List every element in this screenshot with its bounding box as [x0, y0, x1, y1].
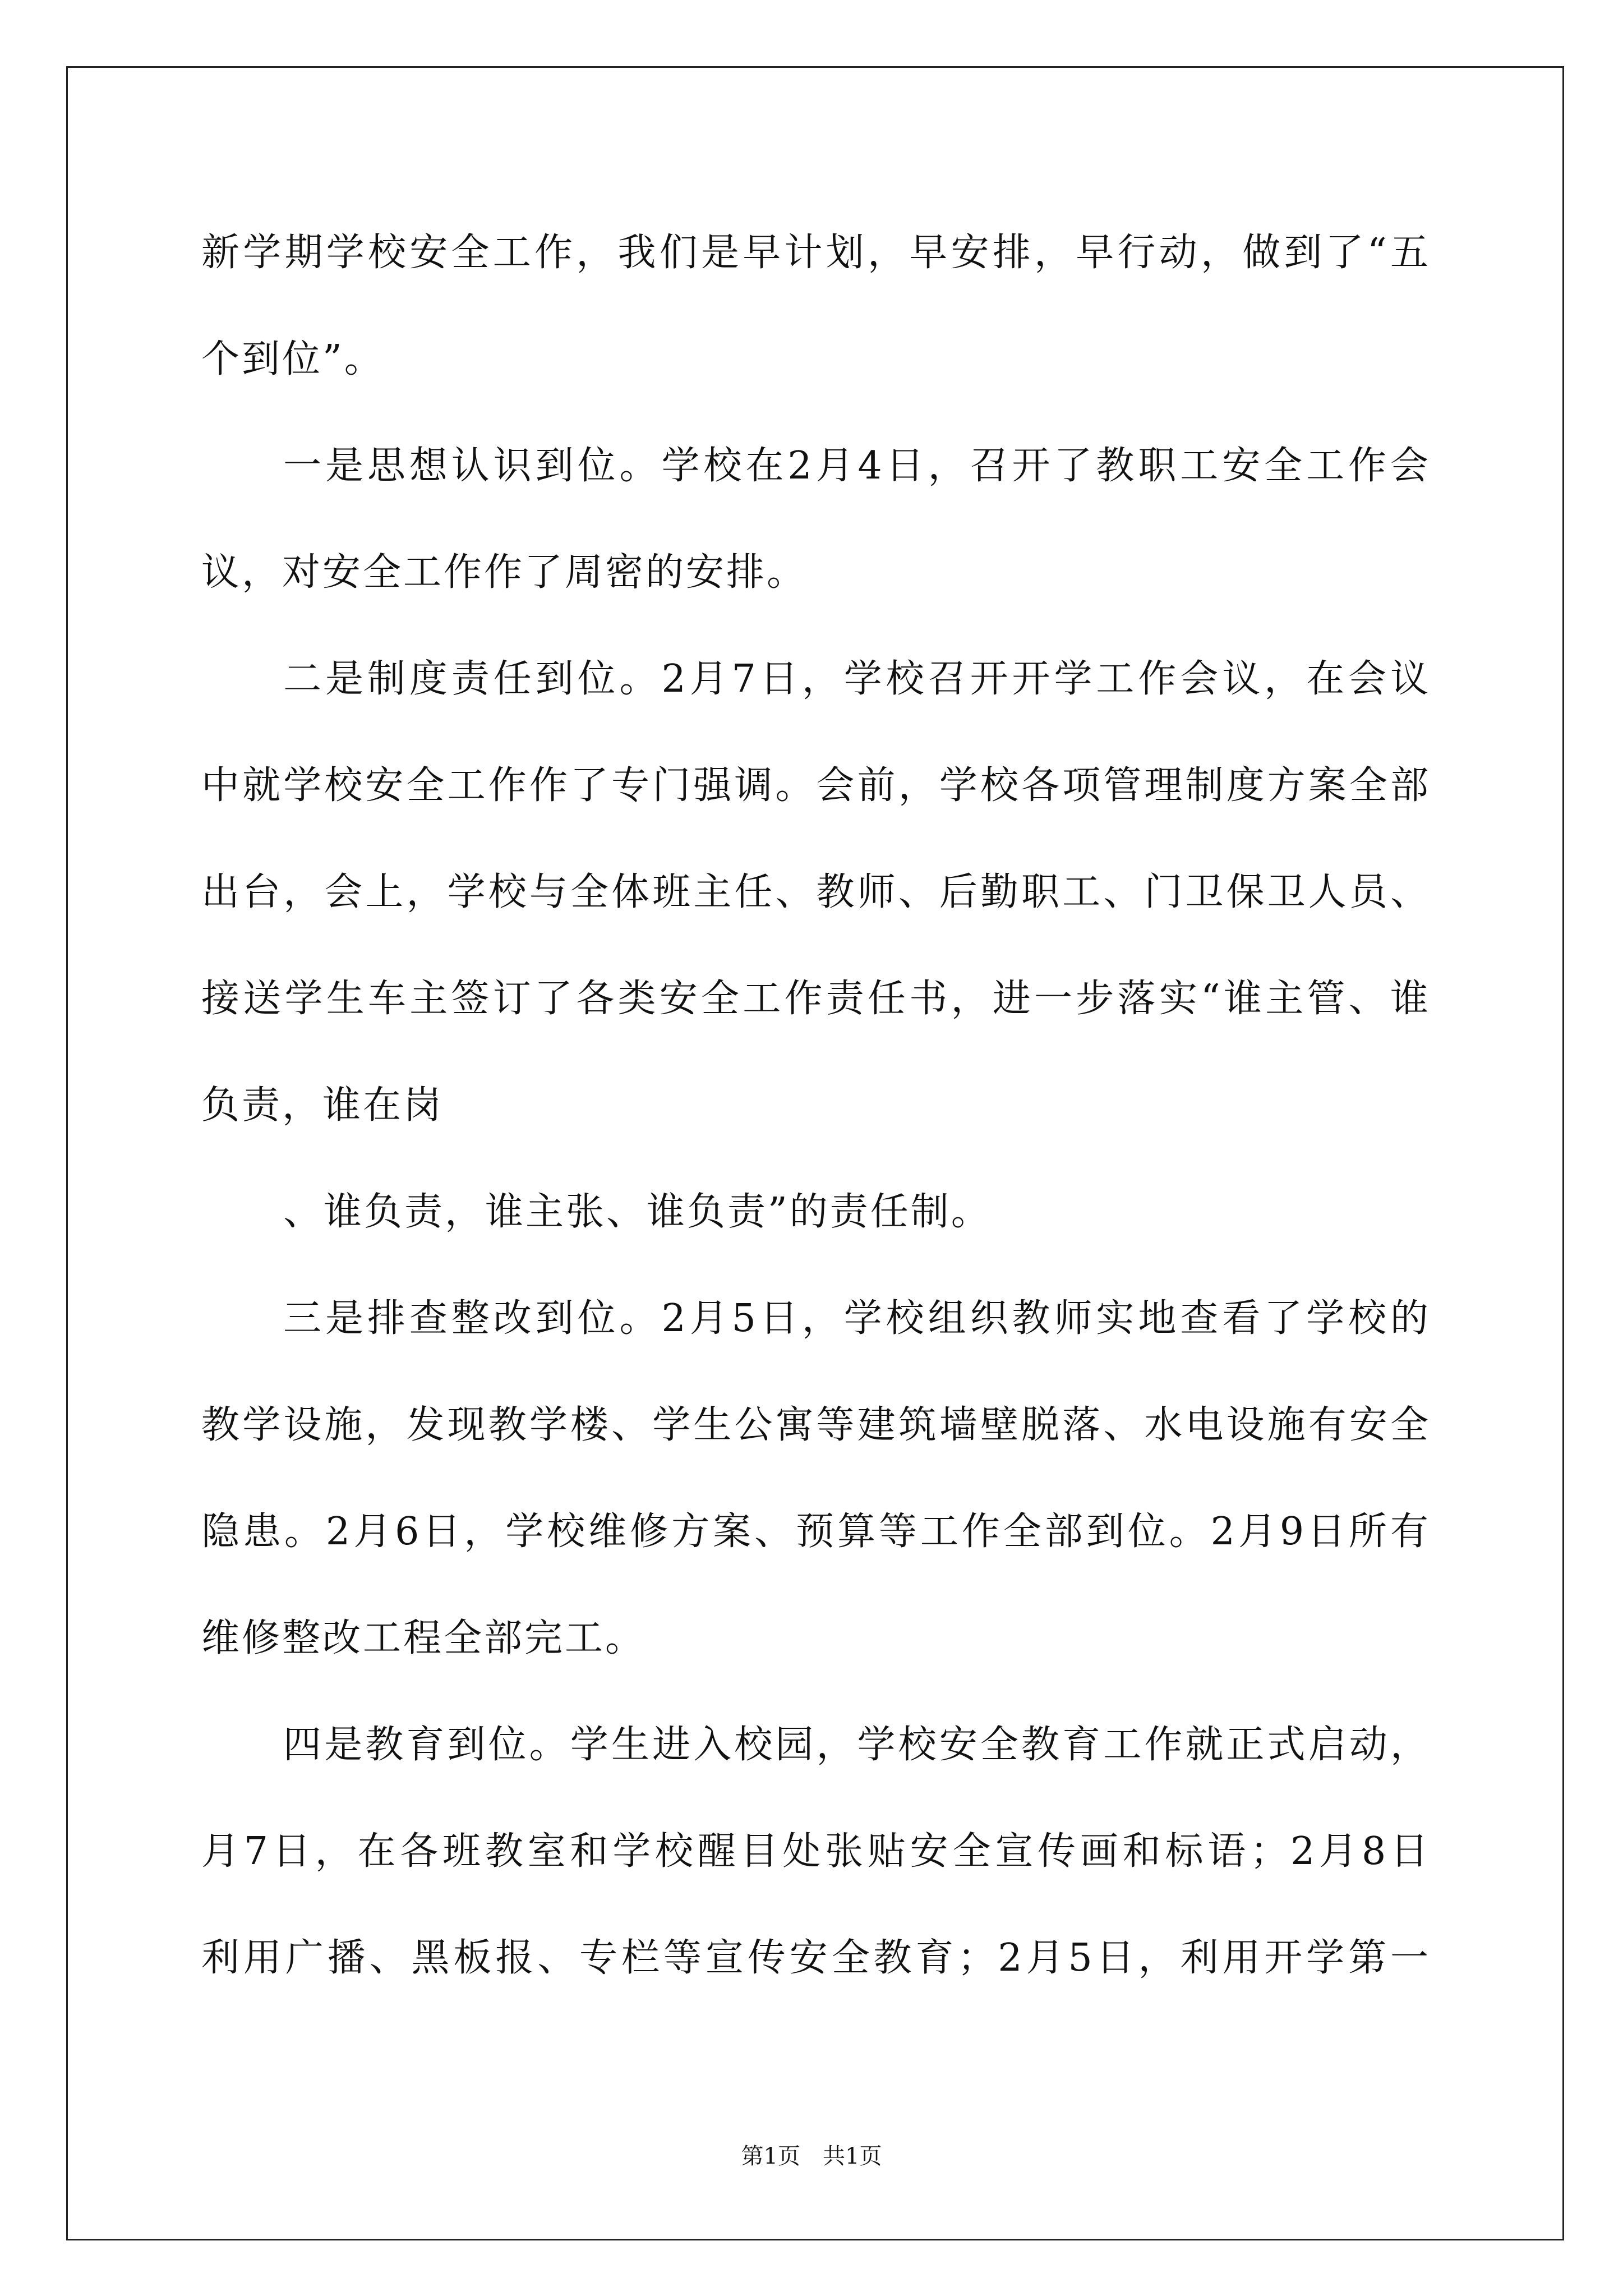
text-line: 隐患。2月6日，学校维修方案、预算等工作全部到位。2月9日所有: [201, 1510, 1431, 1554]
text-line: 新学期学校安全工作，我们是早计划，早安排，早行动，做到了“五: [201, 231, 1431, 275]
text-line: 三是排查整改到位。2月5日，学校组织教师实地查看了学校的: [283, 1296, 1431, 1341]
text-line: 议，对安全工作作了周密的安排。: [201, 550, 808, 595]
text-line: 维修整改工程全部完工。: [201, 1616, 646, 1660]
text-line: 接送学生车主签订了各类安全工作责任书，进一步落实“谁主管、谁: [201, 977, 1431, 1021]
paragraph: [201, 413, 1431, 626]
text-line: 个到位”。: [201, 337, 385, 381]
text-line: 利用广播、黑板报、专栏等宣传安全教育；2月5日，利用开学第一: [201, 1936, 1431, 1980]
paragraph: [201, 626, 1431, 1159]
paragraph: [201, 1692, 1431, 2012]
text-line: 负责，谁在岗: [201, 1083, 444, 1128]
text-line: 二是制度责任到位。2月7日，学校召开开学工作会议，在会议: [283, 657, 1431, 701]
text-line: 、谁负责，谁主张、谁负责”的责任制。: [283, 1190, 992, 1234]
text-line: 教学设施，发现教学楼、学生公寓等建筑墙壁脱落、水电设施有安全: [201, 1403, 1431, 1447]
text-line: 出台，会上，学校与全体班主任、教师、后勤职工、门卫保卫人员、: [201, 870, 1431, 914]
paragraph: [201, 1159, 1431, 1266]
text-line: 一是思想认识到位。学校在2月4日，召开了教职工安全工作会: [283, 444, 1431, 488]
text-line: 月7日，在各班教室和学校醒目处张贴安全宣传画和标语；2月8日: [201, 1829, 1431, 1874]
document-body: [201, 200, 1431, 2012]
text-line: 四是教育到位。学生进入校园，学校安全教育工作就正式启动，: [283, 1723, 1431, 1767]
page-footer: [0, 2142, 1623, 2171]
page-number-label: 第1页 共1页: [741, 2143, 882, 2169]
text-line: 中就学校安全工作作了专门强调。会前，学校各项管理制度方案全部: [201, 763, 1431, 808]
paragraph: [201, 1266, 1431, 1692]
paragraph: [201, 200, 1431, 413]
